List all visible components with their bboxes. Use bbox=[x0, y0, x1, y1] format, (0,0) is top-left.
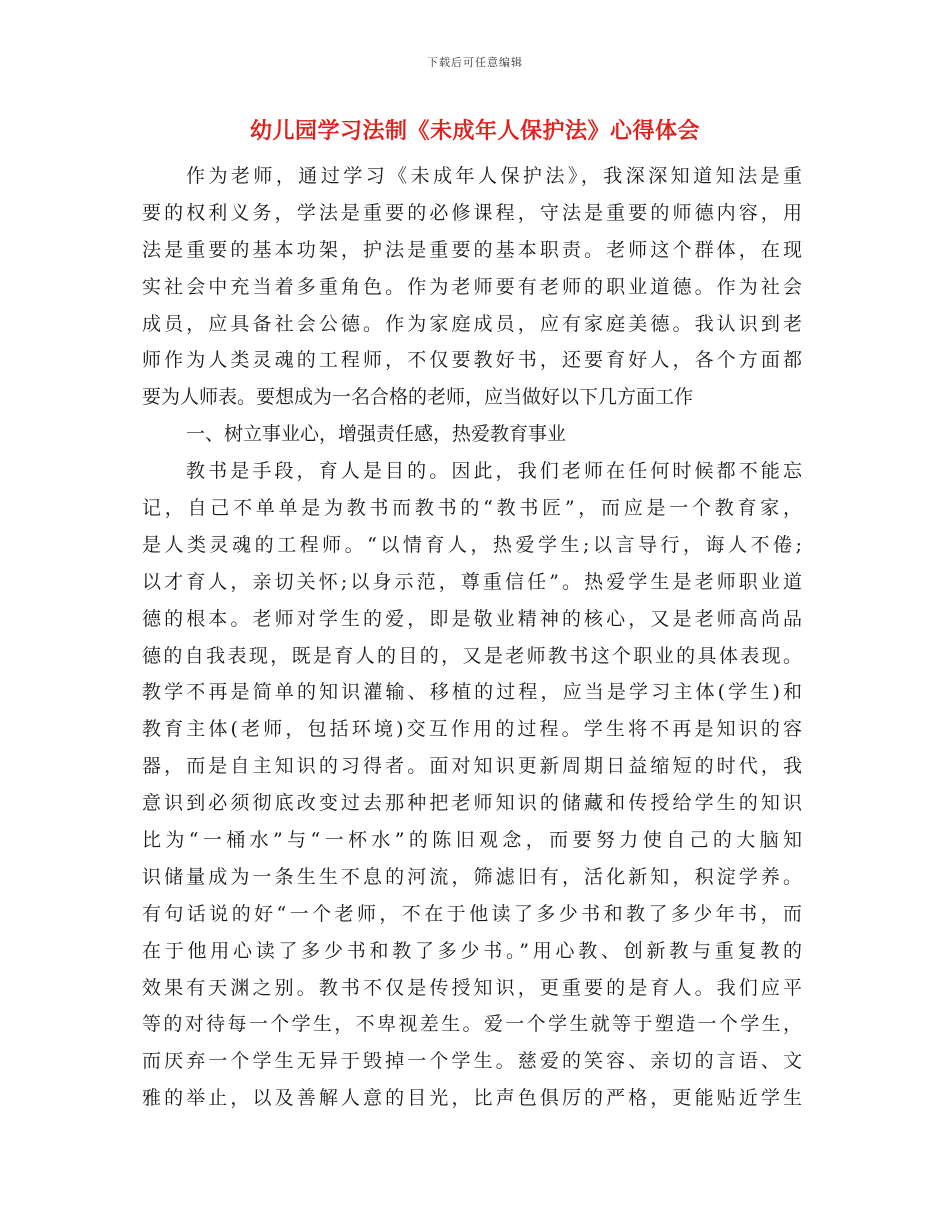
body-text-line: 意识到必须彻底改变过去那种把老师知识的储藏和传授给学生的知识 bbox=[142, 792, 802, 815]
body-text-line: 教学不再是简单的知识灌输、移植的过程，应当是学习主体(学生)和 bbox=[142, 681, 802, 704]
header-note: 下载后可任意编辑 bbox=[427, 56, 523, 69]
body-text-line: 作为老师，通过学习《未成年人保护法》，我深深知道知法是重 bbox=[186, 165, 802, 187]
body-text-line: 实社会中充当着多重角色。作为老师要有老师的职业道德。作为社会 bbox=[142, 275, 802, 298]
body-text-line: 要为人师表。要想成为一名合格的老师，应当做好以下几方面工作 bbox=[142, 386, 694, 409]
body-text-line: 师作为人类灵魂的工程师，不仅要教好书，还要育好人，各个方面都 bbox=[142, 349, 802, 372]
body-text-line: 要的权利义务，学法是重要的必修课程，守法是重要的师德内容，用 bbox=[142, 201, 802, 224]
body-text-line: 识储量成为一条生生不息的河流，筛滤旧有，活化新知，积淀学养。 bbox=[142, 865, 802, 888]
body-text-line: 比为“一桶水”与“一杯水”的陈旧观念，而要努力使自己的大脑知 bbox=[142, 829, 802, 852]
document-body bbox=[142, 158, 802, 1117]
body-text-line: 效果有天渊之别。教书不仅是传授知识，更重要的是育人。我们应平 bbox=[142, 976, 802, 999]
body-text-line: 等的对待每一个学生，不卑视差生。爱一个学生就等于塑造一个学生， bbox=[142, 1013, 802, 1036]
body-text-line: 法是重要的基本功架，护法是重要的基本职责。老师这个群体，在现 bbox=[142, 238, 802, 261]
body-text-line: 记，自己不单单是为教书而教书的“教书匠”，而应是一个教育家， bbox=[142, 497, 802, 520]
body-text-line: 一、树立事业心，增强责任感，热爱教育事业 bbox=[186, 423, 567, 446]
body-text-line: 在于他用心读了多少书和教了多少书。”用心教、创新教与重复教的 bbox=[142, 939, 802, 962]
body-text-line: 教育主体(老师，包括环境)交互作用的过程。学生将不再是知识的容 bbox=[142, 718, 802, 741]
document-title: 幼儿园学习法制《未成年人保护法》心得体会 bbox=[249, 119, 700, 144]
body-text-line: 德的自我表现，既是育人的目的，又是老师教书这个职业的具体表现。 bbox=[142, 644, 802, 667]
body-text-line: 是人类灵魂的工程师。“以情育人，热爱学生;以言导行，诲人不倦; bbox=[142, 533, 802, 556]
body-text-line: 有句话说的好“一个老师，不在于他读了多少书和教了多少年书，而 bbox=[142, 902, 802, 925]
body-text-line: 雅的举止，以及善解人意的目光，比声色俱厉的严格，更能贴近学生 bbox=[142, 1087, 802, 1110]
body-text-line: 而厌弃一个学生无异于毁掉一个学生。慈爱的笑容、亲切的言语、文 bbox=[142, 1050, 802, 1073]
body-text-line: 成员，应具备社会公德。作为家庭成员，应有家庭美德。我认识到老 bbox=[142, 312, 802, 335]
body-text-line: 德的根本。老师对学生的爱，即是敬业精神的核心，又是老师高尚品 bbox=[142, 607, 802, 630]
body-text-line: 器，而是自主知识的习得者。面对知识更新周期日益缩短的时代，我 bbox=[142, 755, 802, 778]
body-text-line: 以才育人，亲切关怀;以身示范，尊重信任”。热爱学生是老师职业道 bbox=[142, 570, 802, 593]
body-text-line: 教书是手段，育人是目的。因此，我们老师在任何时候都不能忘 bbox=[186, 460, 802, 483]
